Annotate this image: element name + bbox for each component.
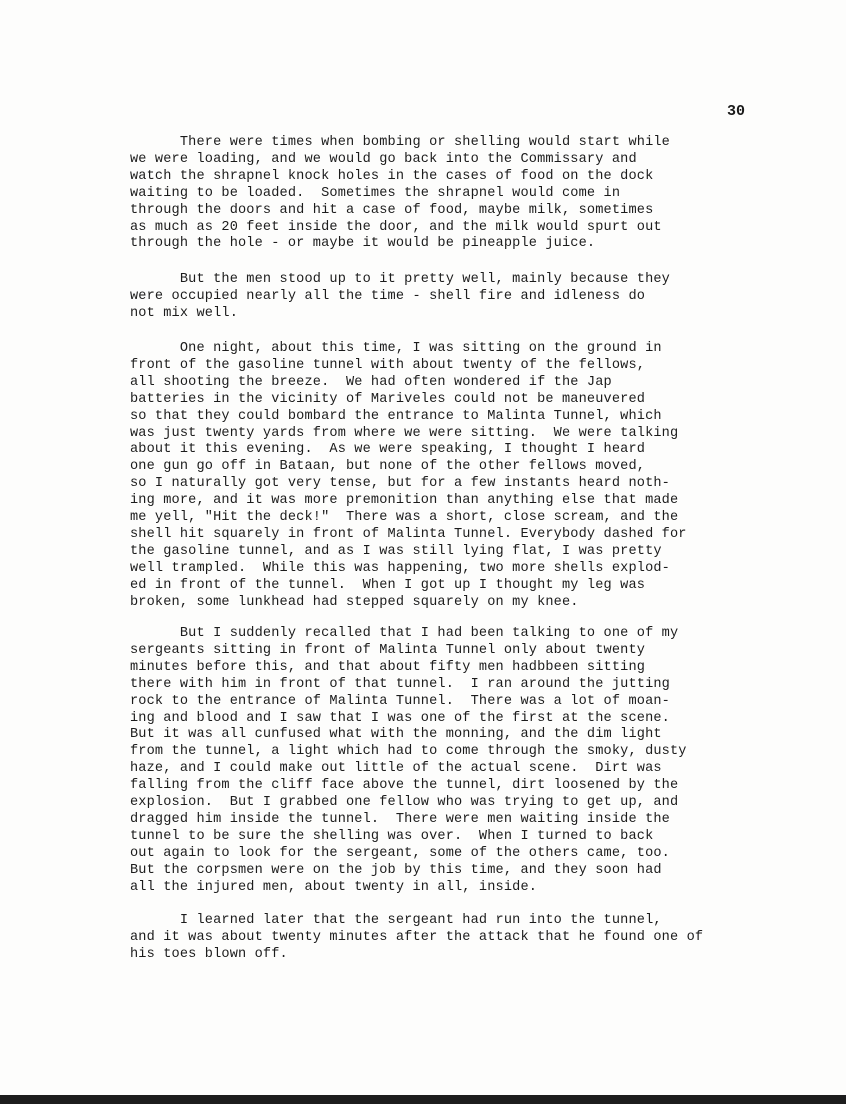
text-line: falling from the cliff face above the tunnel, dirt loosened by the (130, 778, 679, 794)
paragraph-4 (130, 626, 820, 897)
text-line: so that they could bombard the entrance to Malinta Tunnel, which (130, 408, 662, 424)
text-line: dragged him inside the tunnel. There were men waiting inside the (130, 811, 670, 827)
text-line: But it was all cunfused what with the monning, and the dim light (130, 727, 662, 743)
text-line: through the doors and hit a case of food, maybe milk, sometimes (130, 202, 654, 218)
text-line: There were times when bombing or shelling would start while (130, 135, 670, 150)
text-line: me yell, "Hit the deck!" There was a short, close scream, and the (130, 510, 679, 526)
text-line: ing and blood and I saw that I was one of the first at the scene. (130, 710, 670, 726)
text-line: batteries in the vicinity of Mariveles could not be maneuvered (130, 391, 646, 407)
text-line: one gun go off in Bataan, but none of the other fellows moved, (130, 459, 646, 475)
text-line: well trampled. While this was happening, two more shells explod- (130, 560, 670, 576)
page-number: 30 (727, 103, 746, 120)
text-line: rock to the entrance of Malinta Tunnel. There was a lot of moan- (130, 693, 670, 709)
text-line: from the tunnel, a light which had to come through the smoky, dusty (130, 744, 687, 760)
text-line: we were loading, and we would go back into the Commissary and (130, 151, 637, 167)
text-line: haze, and I could make out little of the actual scene. Dirt was (130, 761, 662, 777)
text-line: was just twenty yards from where we were sitting. We were talking (130, 425, 679, 441)
text-line: tunnel to be sure the shelling was over. When I turned to back (130, 828, 654, 844)
text-line: and it was about twenty minutes after the attack that he found one of (130, 929, 704, 945)
text-line: sergeants sitting in front of Malinta Tunnel only about twenty (130, 642, 646, 658)
text-line: ing more, and it was more premonition than anything else that made (130, 493, 679, 509)
text-line: his toes blown off. (130, 946, 288, 962)
text-line: all shooting the breeze. We had often wondered if the Jap (130, 374, 612, 390)
text-line: broken, some lunkhead had stepped squarely on my knee. (130, 594, 579, 610)
text-line: through the hole - or maybe it would be pineapple juice. (130, 236, 596, 252)
text-line: explosion. But I grabbed one fellow who was trying to get up, and (130, 795, 679, 811)
text-line: waiting to be loaded. Sometimes the shrapnel would come in (130, 185, 621, 201)
text-line: I learned later that the sergeant had run into the tunnel, (130, 913, 662, 928)
paragraph-5 (130, 913, 820, 964)
text-line: were occupied nearly all the time - shell fire and idleness do (130, 288, 646, 304)
paragraph-1 (130, 135, 820, 253)
text-line: But the men stood up to it pretty well, mainly because they (130, 272, 670, 287)
text-line: there with him in front of that tunnel. I ran around the jutting (130, 676, 670, 692)
text-line: not mix well. (130, 305, 238, 321)
scan-edge-bar (0, 1095, 846, 1104)
paragraph-2 (130, 272, 820, 323)
text-line: out again to look for the sergeant, some of the others came, too. (130, 845, 670, 861)
text-line: shell hit squarely in front of Malinta Tunnel. Everybody dashed for (130, 526, 687, 542)
text-line: minutes before this, and that about fifty men hadbbeen sitting (130, 659, 646, 675)
text-line: the gasoline tunnel, and as I was still lying flat, I was pretty (130, 543, 662, 559)
text-line: One night, about this time, I was sitting on the ground in (130, 341, 662, 356)
text-line: as much as 20 feet inside the door, and the milk would spurt out (130, 219, 662, 235)
text-line: But the corpsmen were on the job by this time, and they soon had (130, 862, 662, 878)
text-line: front of the gasoline tunnel with about twenty of the fellows, (130, 357, 646, 373)
text-line: about it this evening. As we were speaking, I thought I heard (130, 442, 646, 458)
paragraph-3 (130, 341, 820, 612)
text-line: watch the shrapnel knock holes in the cases of food on the dock (130, 168, 654, 184)
text-line: so I naturally got very tense, but for a few instants heard noth- (130, 476, 670, 492)
text-line: ed in front of the tunnel. When I got up I thought my leg was (130, 577, 646, 593)
text-line: But I suddenly recalled that I had been talking to one of my (130, 626, 679, 641)
text-line: all the injured men, about twenty in all, inside. (130, 879, 538, 895)
